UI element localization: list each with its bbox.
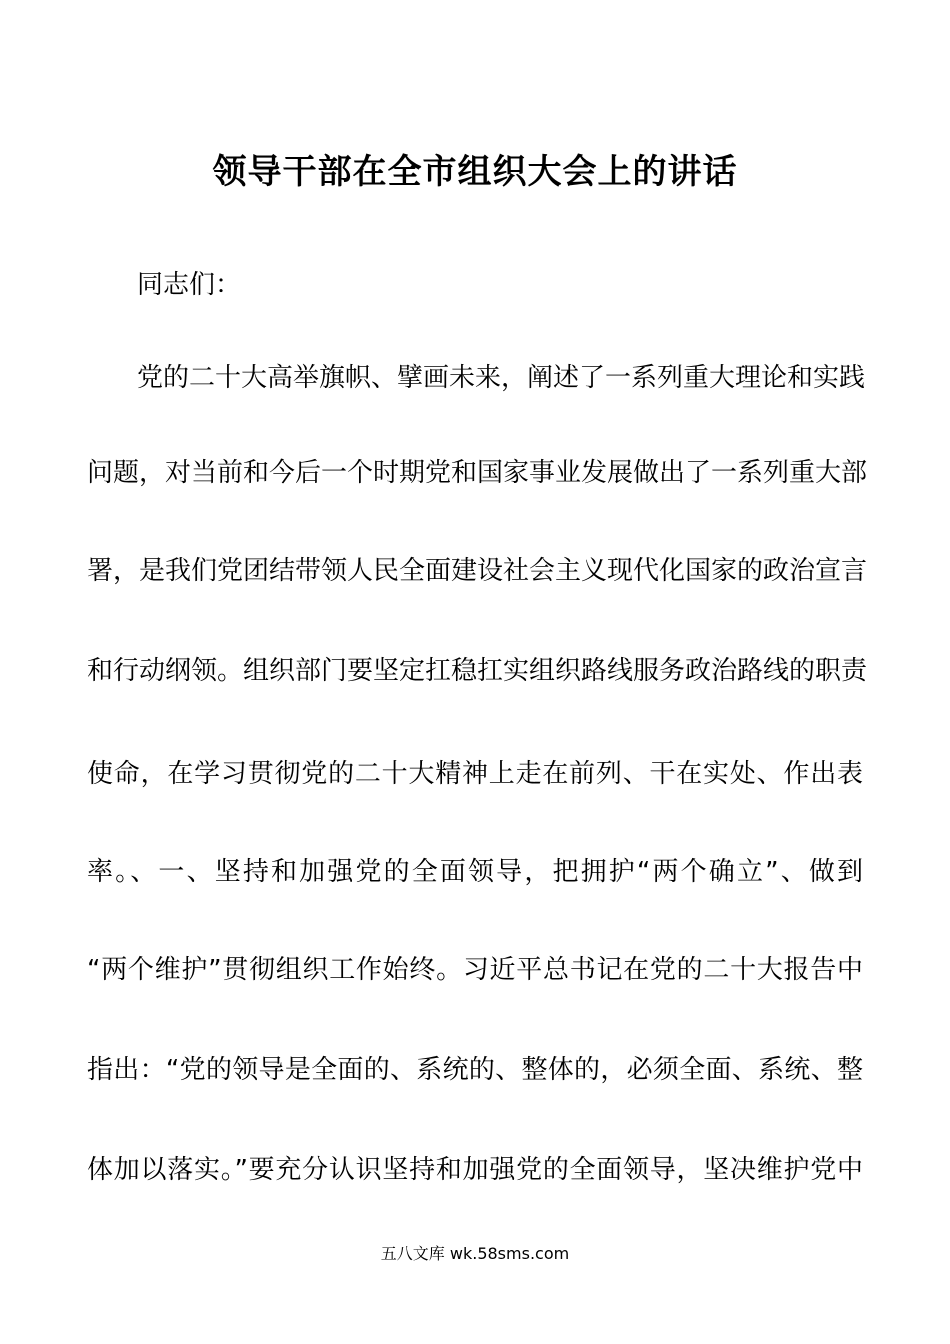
body-line: “两个维护”贯彻组织工作始终。习近平总书记在党的二十大报告中 [87,955,863,985]
body-line: 问题，对当前和今后一个时期党和国家事业发展做出了一系列重大部 [87,458,868,488]
salutation: 同志们： [137,270,242,300]
body-line: 体加以落实。”要充分认识坚持和加强党的全面领导，坚决维护党中 [87,1155,863,1185]
body-line: 和行动纲领。组织部门要坚定扛稳扛实组织路线服务政治路线的职责 [87,656,868,686]
body-line: 使命，在学习贯彻党的二十大精神上走在前列、干在实处、作出表 [87,759,863,789]
body-line: 署，是我们党团结带领人民全面建设社会主义现代化国家的政治宣言 [87,556,868,586]
body-line: 党的二十大高举旗帜、擘画未来，阐述了一系列重大理论和实践 [137,363,866,393]
body-line: 率。、一、坚持和加强党的全面领导，把拥护“两个确立”、做到 [87,857,863,887]
footer-watermark: 五八文库 wk.58sms.com [380,1244,570,1263]
document-title: 领导干部在全市组织大会上的讲话 [212,152,738,192]
body-line: 指出：“党的领导是全面的、系统的、整体的，必须全面、系统、整 [87,1055,863,1085]
